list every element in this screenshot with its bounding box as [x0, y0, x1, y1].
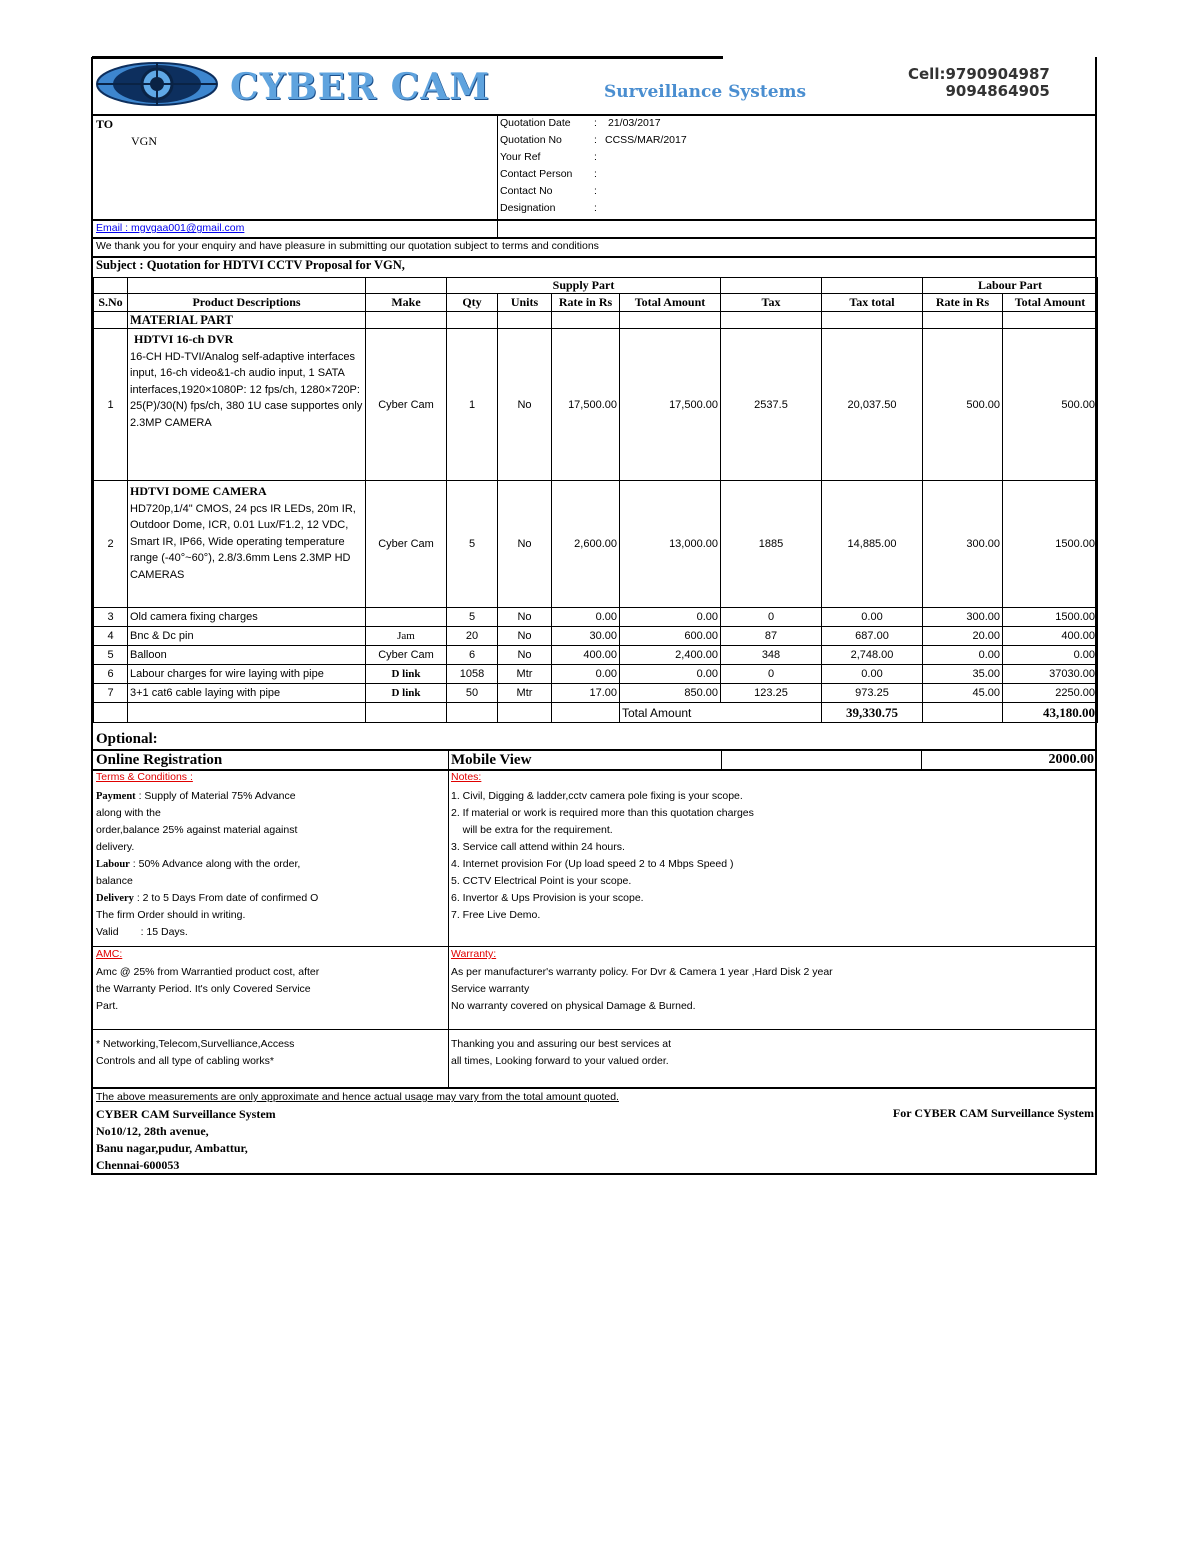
payment-text: order,balance 25% against material against: [96, 824, 298, 836]
meta-sep: :: [594, 117, 597, 129]
col-header: Qty: [447, 294, 498, 312]
row-tax: 0: [721, 665, 822, 684]
row-sno: 6: [94, 665, 128, 684]
warranty-line: Service warranty: [451, 983, 530, 995]
row-rate: 17,500.00: [552, 329, 620, 481]
row-sno: 7: [94, 684, 128, 703]
table-row: [94, 665, 1098, 684]
col-header: Units: [498, 294, 552, 312]
row-units: No: [498, 329, 552, 481]
cell-number-1: Cell:9790904987: [908, 65, 1050, 83]
row-tax-total: 687.00: [822, 627, 923, 646]
mobile-view: Mobile View: [451, 752, 532, 768]
subject-line: Subject : Quotation for HDTVI CCTV Proposal for VGN,: [96, 258, 405, 272]
row-qty: 1058: [447, 665, 498, 684]
row-desc: 16-CH HD-TVI/Analog self-adaptive interfaces input, 16-ch video&1-ch audio input, 1 SATA interfaces,1920×1080P: 12 fps/ch, 1280×720P: 25(P)/30(N) fps/ch, 380 1U case supportes only 2.3MP CAMERA: [130, 350, 363, 429]
brand-name: CYBER CAM: [230, 66, 491, 108]
meta-value: CCSS/MAR/2017: [605, 134, 687, 146]
rule: [93, 946, 1097, 947]
row-description: [128, 481, 366, 608]
labour-part-header: Labour Part: [923, 278, 1098, 294]
row-labour-total: 1500.00: [1003, 481, 1098, 608]
row-sno: 1: [94, 329, 128, 481]
to-label: TO: [96, 117, 114, 131]
row-desc: Old camera fixing charges: [128, 608, 366, 627]
grand-labour-total: 43,180.00: [1003, 703, 1098, 723]
table-row: [94, 627, 1098, 646]
row-tax-total: 0.00: [822, 608, 923, 627]
row-make: Cyber Cam: [366, 646, 447, 665]
table-row: [94, 684, 1098, 703]
labour-text: balance: [96, 875, 133, 887]
row-desc: HD720p,1/4" CMOS, 24 pcs IR LEDs, 20m IR, Outdoor Dome, ICR, 0.01 Lux/F1.2, 12 VDC, Smart IR, IP66, Wide operating temperature range (-40°~60°), 2.8/3.6mm Lens 2.3MP HD CAMERAS: [130, 502, 356, 581]
row-desc: Bnc & Dc pin: [128, 627, 366, 646]
table-row: [94, 608, 1098, 627]
row-rate: 400.00: [552, 646, 620, 665]
table-row: [94, 481, 1098, 608]
labour-label: Labour: [96, 859, 130, 870]
row-units: No: [498, 608, 552, 627]
table-row: [94, 646, 1098, 665]
thanks-line: We thank you for your enquiry and have pleasure in submitting our quotation subject to terms and conditions: [96, 240, 599, 252]
valid-label: Valid: [96, 926, 119, 938]
col-header: Rate in Rs: [923, 294, 1003, 312]
row-tax: 348: [721, 646, 822, 665]
note-item: 2. If material or work is required more than this quotation charges: [451, 807, 754, 819]
note-item: 7. Free Live Demo.: [451, 909, 541, 921]
amc-title: AMC:: [96, 948, 123, 960]
row-rate: 0.00: [552, 665, 620, 684]
networking-line: Controls and all type of cabling works*: [96, 1055, 275, 1067]
row-labour-rate: 45.00: [923, 684, 1003, 703]
rule: [93, 1029, 1097, 1030]
row-total: 2,400.00: [620, 646, 721, 665]
total-row: [94, 703, 1098, 723]
footer-company: CYBER CAM Surveillance System: [96, 1107, 276, 1121]
rule: [93, 237, 1097, 239]
meta-label: Contact No: [500, 185, 553, 197]
row-tax-total: 14,885.00: [822, 481, 923, 608]
row-units: Mtr: [498, 665, 552, 684]
row-sno: 4: [94, 627, 128, 646]
disclaimer: The above measurements are only approximate and hence actual usage may vary from the total amount quoted.: [96, 1091, 619, 1103]
header-rule: [93, 114, 1097, 116]
rule: [93, 749, 1097, 751]
payment-text: along with the: [96, 807, 161, 819]
col-header: S.No: [94, 294, 128, 312]
amc-body: [96, 964, 319, 1015]
footer-address-line: Chennai-600053: [96, 1158, 180, 1172]
note-item: will be extra for the requirement.: [451, 824, 613, 836]
note-item: 1. Civil, Digging & ladder,cctv camera pole fixing is your scope.: [451, 790, 743, 802]
divider: [921, 750, 922, 770]
payment-text: : Supply of Material 75% Advance: [138, 790, 296, 802]
grand-tax-total: 39,330.75: [822, 703, 923, 723]
col-header: Make: [366, 294, 447, 312]
row-units: Mtr: [498, 684, 552, 703]
row-rate: 30.00: [552, 627, 620, 646]
row-tax-total: 0.00: [822, 665, 923, 684]
row-labour-rate: 300.00: [923, 608, 1003, 627]
row-desc: Balloon: [128, 646, 366, 665]
row-labour-total: 400.00: [1003, 627, 1098, 646]
warranty-title: Warranty:: [451, 948, 497, 960]
meta-value: 21/03/2017: [608, 117, 661, 129]
row-tax-total: 20,037.50: [822, 329, 923, 481]
row-tax: 87: [721, 627, 822, 646]
meta-label: Designation: [500, 202, 556, 214]
quotation-table: [93, 277, 1098, 723]
online-registration: Online Registration: [96, 752, 223, 768]
footer-signoff: For CYBER CAM Surveillance System: [892, 1106, 1094, 1120]
note-item: 4. Internet provision For (Up load speed 2 to 4 Mbps Speed ): [451, 858, 734, 870]
cell-number-2: 9094864905: [945, 82, 1050, 100]
delivery-text: : 2 to 5 Days From date of confirmed O: [133, 892, 319, 904]
col-header: Product Descriptions: [128, 294, 366, 312]
row-rate: 17.00: [552, 684, 620, 703]
row-labour-rate: 0.00: [923, 646, 1003, 665]
row-title: HDTVI DOME CAMERA: [130, 484, 267, 498]
row-make: [366, 608, 447, 627]
section-row: [94, 312, 1098, 329]
row-make: Cyber Cam: [366, 481, 447, 608]
labour-text: : 50% Advance along with the order,: [132, 858, 301, 870]
note-item: 3. Service call attend within 24 hours.: [451, 841, 625, 853]
brand-subtitle: Surveillance Systems: [604, 82, 807, 102]
row-total: 13,000.00: [620, 481, 721, 608]
row-tax: 0: [721, 608, 822, 627]
row-make: D link: [366, 684, 447, 703]
note-item: 5. CCTV Electrical Point is your scope.: [451, 875, 632, 887]
payment-label: Payment: [96, 791, 136, 802]
row-qty: 5: [447, 481, 498, 608]
row-labour-rate: 300.00: [923, 481, 1003, 608]
networking-note: [96, 1036, 294, 1070]
row-labour-rate: 20.00: [923, 627, 1003, 646]
center-divider: [448, 750, 449, 1088]
row-total: 850.00: [620, 684, 721, 703]
rule: [93, 219, 1097, 221]
row-tax: 1885: [721, 481, 822, 608]
meta-label: Quotation Date: [500, 117, 571, 129]
meta-sep: :: [594, 185, 597, 197]
row-total: 600.00: [620, 627, 721, 646]
row-sno: 3: [94, 608, 128, 627]
row-units: No: [498, 627, 552, 646]
col-header: Rate in Rs: [552, 294, 620, 312]
row-desc: Labour charges for wire laying with pipe: [128, 665, 366, 684]
amc-line: the Warranty Period. It's only Covered Service: [96, 983, 311, 995]
meta-label: Contact Person: [500, 168, 573, 180]
row-qty: 50: [447, 684, 498, 703]
row-total: 0.00: [620, 665, 721, 684]
row-description: [128, 329, 366, 481]
rule: [93, 1087, 1097, 1089]
row-labour-total: 37030.00: [1003, 665, 1098, 684]
column-header-row: [94, 294, 1098, 312]
terms-title: Terms & Conditions :: [96, 771, 193, 783]
row-tax-total: 2,748.00: [822, 646, 923, 665]
valid-text: : 15 Days.: [140, 926, 188, 938]
meta-sep: :: [594, 168, 597, 180]
row-tax: 2537.5: [721, 329, 822, 481]
row-make: Cyber Cam: [366, 329, 447, 481]
total-label: Total Amount: [620, 703, 822, 723]
payment-text: delivery.: [96, 841, 135, 853]
optional-label: Optional:: [96, 731, 158, 747]
row-units: No: [498, 646, 552, 665]
row-title: HDTVI 16-ch DVR: [134, 332, 234, 346]
divider: [721, 750, 722, 770]
row-labour-total: 0.00: [1003, 646, 1098, 665]
row-units: No: [498, 481, 552, 608]
firm-order-text: The firm Order should in writing.: [96, 909, 246, 921]
meta-sep: :: [594, 202, 597, 214]
row-labour-rate: 35.00: [923, 665, 1003, 684]
row-qty: 6: [447, 646, 498, 665]
warranty-line: No warranty covered on physical Damage & Burned.: [451, 1000, 696, 1012]
warranty-line: As per manufacturer's warranty policy. For Dvr & Camera 1 year ,Hard Disk 2 year: [451, 966, 833, 978]
row-labour-total: 500.00: [1003, 329, 1098, 481]
camera-lens-icon: [95, 60, 220, 108]
row-labour-rate: 500.00: [923, 329, 1003, 481]
meta-sep: :: [594, 151, 597, 163]
terms-body: [96, 788, 441, 941]
networking-line: * Networking,Telecom,Survelliance,Access: [96, 1038, 295, 1050]
note-item: 6. Invertor & Ups Provision is your scope.: [451, 892, 644, 904]
row-rate: 0.00: [552, 608, 620, 627]
col-header: Tax total: [822, 294, 923, 312]
footer-address: [96, 1106, 276, 1174]
footer-address-line: Banu nagar,pudur, Ambattur,: [96, 1141, 248, 1155]
row-qty: 1: [447, 329, 498, 481]
row-sno: 2: [94, 481, 128, 608]
row-total: 17,500.00: [620, 329, 721, 481]
amc-line: Amc @ 25% from Warrantied product cost, after: [96, 966, 320, 978]
email-link[interactable]: Email : mgvgaa001@gmail.com: [96, 222, 245, 234]
col-header: Total Amount: [620, 294, 721, 312]
notes-list: [451, 788, 754, 924]
row-qty: 20: [447, 627, 498, 646]
table-row: [94, 329, 1098, 481]
section-label: MATERIAL PART: [128, 312, 366, 329]
delivery-label: Delivery: [96, 893, 134, 904]
meta-label: Your Ref: [500, 151, 541, 163]
amc-line: Part.: [96, 1000, 119, 1012]
row-tax-total: 973.25: [822, 684, 923, 703]
meta-label: Quotation No: [500, 134, 562, 146]
thanking-line: all times, Looking forward to your valued order.: [451, 1055, 669, 1067]
meta-sep: :: [594, 134, 597, 146]
mobile-view-amount: 2000.00: [1048, 752, 1094, 767]
row-make: D link: [366, 665, 447, 684]
rule: [93, 769, 1097, 771]
warranty-body: [451, 964, 833, 1015]
col-header: Tax: [721, 294, 822, 312]
to-name: VGN: [131, 134, 157, 148]
row-desc: 3+1 cat6 cable laying with pipe: [128, 684, 366, 703]
thanking-line: Thanking you and assuring our best services at: [451, 1038, 672, 1050]
notes-title: Notes:: [451, 771, 482, 783]
row-tax: 123.25: [721, 684, 822, 703]
cell-numbers: [908, 66, 1050, 100]
col-header: Total Amount: [1003, 294, 1098, 312]
footer-address-line: No10/12, 28th avenue,: [96, 1124, 209, 1138]
row-sno: 5: [94, 646, 128, 665]
supply-part-header: Supply Part: [447, 278, 721, 294]
row-labour-total: 1500.00: [1003, 608, 1098, 627]
part-header-row: [94, 278, 1098, 294]
row-make: Jam: [366, 627, 447, 646]
row-qty: 5: [447, 608, 498, 627]
row-total: 0.00: [620, 608, 721, 627]
row-labour-total: 2250.00: [1003, 684, 1098, 703]
thanking-note: [451, 1036, 671, 1070]
row-rate: 2,600.00: [552, 481, 620, 608]
